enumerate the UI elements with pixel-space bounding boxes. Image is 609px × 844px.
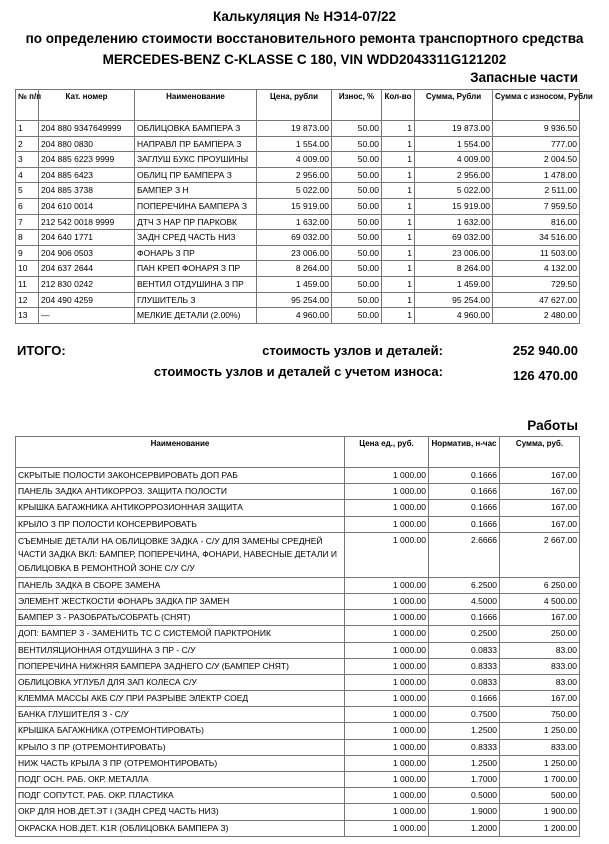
parts-cell-row-num: 10 [16,261,39,277]
works-cell-unit-price: 1 000.00 [345,788,429,804]
parts-table [15,89,593,324]
works-cell-work-name: ОБЛИЦОВКА УГЛУБЛ ДЛЯ ЗАП КОЛЕСА С/У [16,674,345,690]
works-cell-sum: 833.00 [500,658,580,674]
parts-row [16,121,580,137]
works-cell-sum: 83.00 [500,674,580,690]
works-cell-norm-hours: 2.6666 [429,532,500,577]
parts-cell-wear: 50.00 [332,261,382,277]
parts-cell-part-name: БАМПЕР З Н [135,183,257,199]
parts-row [16,292,580,308]
parts-total-value: 252 940.00 [512,343,578,358]
parts-cell-sum-worn: 816.00 [493,214,580,230]
works-row [16,820,580,836]
works-cell-norm-hours: 1.7000 [429,772,500,788]
parts-section-title: Запасные части [470,70,578,85]
works-cell-unit-price: 1 000.00 [345,593,429,609]
works-cell-unit-price: 1 000.00 [345,484,429,500]
works-row [16,723,580,739]
works-cell-unit-price: 1 000.00 [345,739,429,755]
parts-cell-sum-worn: 34 516.00 [493,230,580,246]
parts-cell-part-name: ГЛУШИТЕЛЬ З [135,292,257,308]
parts-body [16,121,580,324]
works-cell-unit-price: 1 000.00 [345,772,429,788]
works-cell-sum: 1 700.00 [500,772,580,788]
parts-cell-part-name: ВЕНТИЛ ОТДУШИНА З ПР [135,276,257,292]
parts-cell-wear: 50.00 [332,183,382,199]
parts-cell-sum-worn: 2 511.00 [493,183,580,199]
works-cell-unit-price: 1 000.00 [345,610,429,626]
works-row [16,691,580,707]
works-row [16,707,580,723]
parts-cell-part-name: ЗАДН СРЕД ЧАСТЬ НИЗ [135,230,257,246]
works-cell-work-name: ОКР ДЛЯ НОВ.ДЕТ.ЭТ I (ЗАДН СРЕД ЧАСТЬ НИЗ) [16,804,345,820]
works-row [16,772,580,788]
parts-col-num: № п/п [16,90,39,121]
parts-worn-total-value: 126 470.00 [512,368,578,383]
parts-header-row [16,90,580,121]
works-cell-unit-price: 1 000.00 [345,674,429,690]
works-cell-sum: 4 500.00 [500,593,580,609]
works-cell-work-name: СЪЕМНЫЕ ДЕТАЛИ НА ОБЛИЦОВКЕ ЗАДКА - С/У ДЛЯ ЗАМЕНЫ СРЕДНЕЙ ЧАСТИ ЗАДКА ВКЛ: БАМПЕР, ПОПЕРЕЧИНА, ФОНАРИ, НАВЕСНЫЕ ДЕТАЛИ И ОБЛИЦОВКА В РЕМОНТНОЙ ЗОНЕ С/У С/У [16,532,345,577]
parts-cell-quantity: 1 [382,152,415,168]
works-cell-unit-price: 1 000.00 [345,468,429,484]
parts-cell-catalog-number: — [39,308,135,324]
parts-cell-part-name: МЕЛКИЕ ДЕТАЛИ (2.00%) [135,308,257,324]
parts-cell-price: 1 554.00 [257,136,332,152]
works-cell-unit-price: 1 000.00 [345,707,429,723]
parts-cell-sum-worn: 777.00 [493,136,580,152]
works-cell-norm-hours: 0.7500 [429,707,500,723]
parts-cell-part-name: ПОПЕРЕЧИНА БАМПЕРА З [135,198,257,214]
works-cell-norm-hours: 0.1666 [429,484,500,500]
parts-cell-row-num: 1 [16,121,39,137]
works-row [16,804,580,820]
vehicle-line: MERCEDES-BENZ C-KLASSE C 180, VIN WDD2043311G121202 [102,52,507,67]
parts-cell-row-num: 12 [16,292,39,308]
works-cell-norm-hours: 4.5000 [429,593,500,609]
works-row [16,642,580,658]
parts-cell-quantity: 1 [382,261,415,277]
parts-cell-wear: 50.00 [332,167,382,183]
parts-cell-quantity: 1 [382,121,415,137]
works-cell-norm-hours: 0.5000 [429,788,500,804]
parts-cell-catalog-number: 204 885 6423 [39,167,135,183]
parts-cell-wear: 50.00 [332,292,382,308]
parts-cell-sum-worn: 7 959.50 [493,198,580,214]
works-cell-norm-hours: 6.2500 [429,577,500,593]
parts-cell-sum-worn: 47 627.00 [493,292,580,308]
parts-cell-part-name: ФОНАРЬ З ПР [135,245,257,261]
parts-col-sum: Сумма, Рубли [415,90,493,121]
works-cell-norm-hours: 0.0833 [429,674,500,690]
works-row [16,593,580,609]
works-cell-work-name: СКРЫТЫЕ ПОЛОСТИ ЗАКОНСЕРВИРОВАТЬ ДОП РАБ [16,468,345,484]
works-cell-sum: 167.00 [500,500,580,516]
parts-cell-row-num: 9 [16,245,39,261]
parts-cell-row-num: 7 [16,214,39,230]
works-row [16,739,580,755]
parts-cell-part-name: ОБЛИЦ ПР БАМПЕРА З [135,167,257,183]
parts-row [16,152,580,168]
works-col-sum: Сумма, руб. [500,437,580,468]
parts-col-wear: Износ, % [332,90,382,121]
parts-cell-price: 15 919.00 [257,198,332,214]
parts-cell-sum: 1 554.00 [415,136,493,152]
works-row [16,658,580,674]
parts-cell-sum-worn: 729.50 [493,276,580,292]
parts-cell-row-num: 8 [16,230,39,246]
parts-cell-catalog-number: 212 542 0018 9999 [39,214,135,230]
works-cell-unit-price: 1 000.00 [345,532,429,577]
works-cell-norm-hours: 1.9000 [429,804,500,820]
works-cell-sum: 1 250.00 [500,755,580,771]
works-cell-work-name: ПОПЕРЕЧИНА НИЖНЯЯ БАМПЕРА ЗАДНЕГО С/У (БАМПЕР СНЯТ) [16,658,345,674]
works-cell-norm-hours: 0.2500 [429,626,500,642]
works-cell-work-name: ПАНЕЛЬ ЗАДКА В СБОРЕ ЗАМЕНА [16,577,345,593]
works-cell-sum: 83.00 [500,642,580,658]
works-cell-unit-price: 1 000.00 [345,755,429,771]
parts-cell-catalog-number: 204 637 2644 [39,261,135,277]
parts-cell-wear: 50.00 [332,121,382,137]
works-col-norm: Норматив, н-час [429,437,500,468]
parts-cell-price: 19 873.00 [257,121,332,137]
document-title: Калькуляция № НЭ14-07/22 [212,9,396,24]
parts-row [16,183,580,199]
parts-cell-sum: 2 956.00 [415,167,493,183]
works-cell-unit-price: 1 000.00 [345,658,429,674]
works-cell-sum: 6 250.00 [500,577,580,593]
parts-cell-quantity: 1 [382,183,415,199]
works-row [16,626,580,642]
works-row [16,788,580,804]
parts-cell-wear: 50.00 [332,245,382,261]
works-row [16,577,580,593]
works-cell-norm-hours: 0.8333 [429,739,500,755]
parts-cell-catalog-number: 204 490 4259 [39,292,135,308]
works-cell-sum: 1 250.00 [500,723,580,739]
parts-cell-quantity: 1 [382,308,415,324]
works-cell-unit-price: 1 000.00 [345,723,429,739]
parts-cell-wear: 50.00 [332,308,382,324]
works-cell-norm-hours: 1.2500 [429,755,500,771]
parts-col-catalog: Кат. номер [39,90,135,121]
parts-cell-price: 4 009.00 [257,152,332,168]
parts-cell-catalog-number: 204 885 3738 [39,183,135,199]
parts-cell-price: 8 264.00 [257,261,332,277]
parts-cell-quantity: 1 [382,136,415,152]
parts-cell-price: 2 956.00 [257,167,332,183]
works-cell-work-name: КРЫЛО З ПР ПОЛОСТИ КОНСЕРВИРОВАТЬ [16,516,345,532]
works-cell-norm-hours: 0.1666 [429,500,500,516]
parts-cell-sum: 1 459.00 [415,276,493,292]
works-cell-unit-price: 1 000.00 [345,626,429,642]
parts-cell-price: 5 022.00 [257,183,332,199]
parts-cell-sum: 4 009.00 [415,152,493,168]
works-cell-work-name: ПАНЕЛЬ ЗАДКА АНТИКОРРОЗ. ЗАЩИТА ПОЛОСТИ [16,484,345,500]
works-row [16,468,580,484]
works-row [16,674,580,690]
works-header-row [16,437,580,468]
works-cell-norm-hours: 0.0833 [429,642,500,658]
works-cell-work-name: БАНКА ГЛУШИТЕЛЯ З - С/У [16,707,345,723]
works-col-price: Цена ед., руб. [345,437,429,468]
works-cell-work-name: БАМПЕР З - РАЗОБРАТЬ/СОБРАТЬ (СНЯТ) [16,610,345,626]
works-cell-unit-price: 1 000.00 [345,804,429,820]
parts-row [16,276,580,292]
parts-cell-row-num: 6 [16,198,39,214]
parts-cell-price: 95 254.00 [257,292,332,308]
total-label: ИТОГО: [17,343,66,358]
parts-cell-wear: 50.00 [332,276,382,292]
works-row [16,484,580,500]
parts-row [16,167,580,183]
parts-cell-quantity: 1 [382,230,415,246]
parts-row [16,308,580,324]
parts-row [16,261,580,277]
works-cell-norm-hours: 0.8333 [429,658,500,674]
works-cell-unit-price: 1 000.00 [345,820,429,836]
parts-cell-sum: 23 006.00 [415,245,493,261]
parts-col-name: Наименование [135,90,257,121]
parts-cell-part-name: ЗАГЛУШ БУКС ПРОУШИНЫ [135,152,257,168]
parts-cell-sum: 15 919.00 [415,198,493,214]
works-cell-sum: 250.00 [500,626,580,642]
works-cell-sum: 1 200.00 [500,820,580,836]
works-cell-unit-price: 1 000.00 [345,577,429,593]
parts-cell-wear: 50.00 [332,152,382,168]
works-cell-unit-price: 1 000.00 [345,691,429,707]
parts-cell-price: 4 960.00 [257,308,332,324]
parts-cell-sum: 95 254.00 [415,292,493,308]
works-body [16,468,580,837]
parts-cell-quantity: 1 [382,214,415,230]
parts-cell-price: 69 032.00 [257,230,332,246]
parts-cell-wear: 50.00 [332,230,382,246]
works-cell-sum: 2 667.00 [500,532,580,577]
parts-cell-row-num: 4 [16,167,39,183]
works-cell-unit-price: 1 000.00 [345,516,429,532]
parts-cell-sum-worn: 2 004.50 [493,152,580,168]
parts-cell-sum-worn: 9 936.50 [493,121,580,137]
parts-cell-sum-worn: 11 503.00 [493,245,580,261]
works-cell-sum: 167.00 [500,516,580,532]
works-row [16,532,580,577]
works-cell-work-name: ОКРАСКА НОВ.ДЕТ. K1R (ОБЛИЦОВКА БАМПЕРА З) [16,820,345,836]
works-cell-sum: 167.00 [500,468,580,484]
parts-cell-catalog-number: 204 610 0014 [39,198,135,214]
works-cell-work-name: КРЫШКА БАГАЖНИКА АНТИКОРРОЗИОННАЯ ЗАЩИТА [16,500,345,516]
works-cell-work-name: ПОДГ СОПУТСТ. РАБ. ОКР. ПЛАСТИКА [16,788,345,804]
works-cell-norm-hours: 1.2500 [429,723,500,739]
parts-cell-part-name: ДТЧ З НАР ПР ПАРКОВК [135,214,257,230]
works-cell-norm-hours: 0.1666 [429,691,500,707]
parts-cell-sum: 4 960.00 [415,308,493,324]
parts-col-sum-worn: Сумма с износом, Рубли [493,90,580,121]
parts-cell-quantity: 1 [382,292,415,308]
works-cell-sum: 750.00 [500,707,580,723]
works-cell-sum: 167.00 [500,610,580,626]
works-cell-work-name: ПОДГ ОСН. РАБ. ОКР. МЕТАЛЛА [16,772,345,788]
document-subtitle: по определению стоимости восстановительного ремонта транспортного средства [25,31,584,46]
works-cell-unit-price: 1 000.00 [345,500,429,516]
works-cell-norm-hours: 0.1666 [429,610,500,626]
works-cell-sum: 500.00 [500,788,580,804]
parts-cell-wear: 50.00 [332,136,382,152]
works-cell-work-name: КЛЕММА МАССЫ АКБ С/У ПРИ РАЗРЫВЕ ЭЛЕКТР СОЕД [16,691,345,707]
parts-row [16,230,580,246]
parts-col-qty: Кол-во [382,90,415,121]
parts-cell-catalog-number: 212 830 0242 [39,276,135,292]
parts-row [16,136,580,152]
works-cell-norm-hours: 1.2000 [429,820,500,836]
parts-cell-price: 1 459.00 [257,276,332,292]
works-cell-work-name: ВЕНТИЛЯЦИОННАЯ ОТДУШИНА З ПР - С/У [16,642,345,658]
parts-cell-sum: 5 022.00 [415,183,493,199]
works-cell-work-name: НИЖ ЧАСТЬ КРЫЛА З ПР (ОТРЕМОНТИРОВАТЬ) [16,755,345,771]
parts-cell-row-num: 3 [16,152,39,168]
parts-cell-catalog-number: 204 880 9347649999 [39,121,135,137]
works-cell-work-name: ЭЛЕМЕНТ ЖЕСТКОСТИ ФОНАРЬ ЗАДКА ПР ЗАМЕН [16,593,345,609]
works-cell-sum: 167.00 [500,484,580,500]
parts-cell-price: 1 632.00 [257,214,332,230]
works-row [16,610,580,626]
parts-cell-quantity: 1 [382,198,415,214]
parts-cell-catalog-number: 204 906 0503 [39,245,135,261]
parts-cell-wear: 50.00 [332,214,382,230]
parts-cell-row-num: 11 [16,276,39,292]
works-cell-norm-hours: 0.1666 [429,516,500,532]
works-cell-sum: 167.00 [500,691,580,707]
parts-cell-sum: 19 873.00 [415,121,493,137]
parts-total-label: стоимость узлов и деталей: [262,343,443,358]
works-cell-sum: 833.00 [500,739,580,755]
works-cell-work-name: КРЫЛО З ПР (ОТРЕМОНТИРОВАТЬ) [16,739,345,755]
parts-cell-sum-worn: 2 480.00 [493,308,580,324]
parts-cell-sum: 1 632.00 [415,214,493,230]
parts-cell-row-num: 5 [16,183,39,199]
parts-worn-total-label: стоимость узлов и деталей с учетом износа: [153,364,443,379]
works-cell-norm-hours: 0.1666 [429,468,500,484]
parts-cell-price: 23 006.00 [257,245,332,261]
parts-cell-catalog-number: 204 640 1771 [39,230,135,246]
parts-cell-catalog-number: 204 880 0830 [39,136,135,152]
works-cell-unit-price: 1 000.00 [345,642,429,658]
parts-cell-sum: 8 264.00 [415,261,493,277]
works-row [16,516,580,532]
parts-cell-wear: 50.00 [332,198,382,214]
parts-row [16,198,580,214]
works-cell-work-name: ДОП: БАМПЕР З - ЗАМЕНИТЬ ТС С СИСТЕМОЙ ПАРКТРОНИК [16,626,345,642]
parts-cell-part-name: НАПРАВЛ ПР БАМПЕРА З [135,136,257,152]
parts-col-price: Цена, рубли [257,90,332,121]
parts-cell-part-name: ОБЛИЦОВКА БАМПЕРА З [135,121,257,137]
parts-cell-sum: 69 032.00 [415,230,493,246]
parts-cell-quantity: 1 [382,276,415,292]
works-col-name: Наименование [16,437,345,468]
parts-row [16,245,580,261]
works-table [15,436,580,837]
works-row [16,755,580,771]
works-row [16,500,580,516]
works-cell-sum: 1 900.00 [500,804,580,820]
works-section-title: Работы [527,418,578,433]
parts-cell-row-num: 13 [16,308,39,324]
parts-cell-sum-worn: 4 132.00 [493,261,580,277]
parts-cell-quantity: 1 [382,245,415,261]
parts-row [16,214,580,230]
parts-cell-sum-worn: 1 478.00 [493,167,580,183]
works-cell-work-name: КРЫШКА БАГАЖНИКА (ОТРЕМОНТИРОВАТЬ) [16,723,345,739]
parts-cell-quantity: 1 [382,167,415,183]
parts-cell-catalog-number: 204 885 6223 9999 [39,152,135,168]
parts-cell-row-num: 2 [16,136,39,152]
parts-cell-part-name: ПАН КРЕП ФОНАРЯ З ПР [135,261,257,277]
